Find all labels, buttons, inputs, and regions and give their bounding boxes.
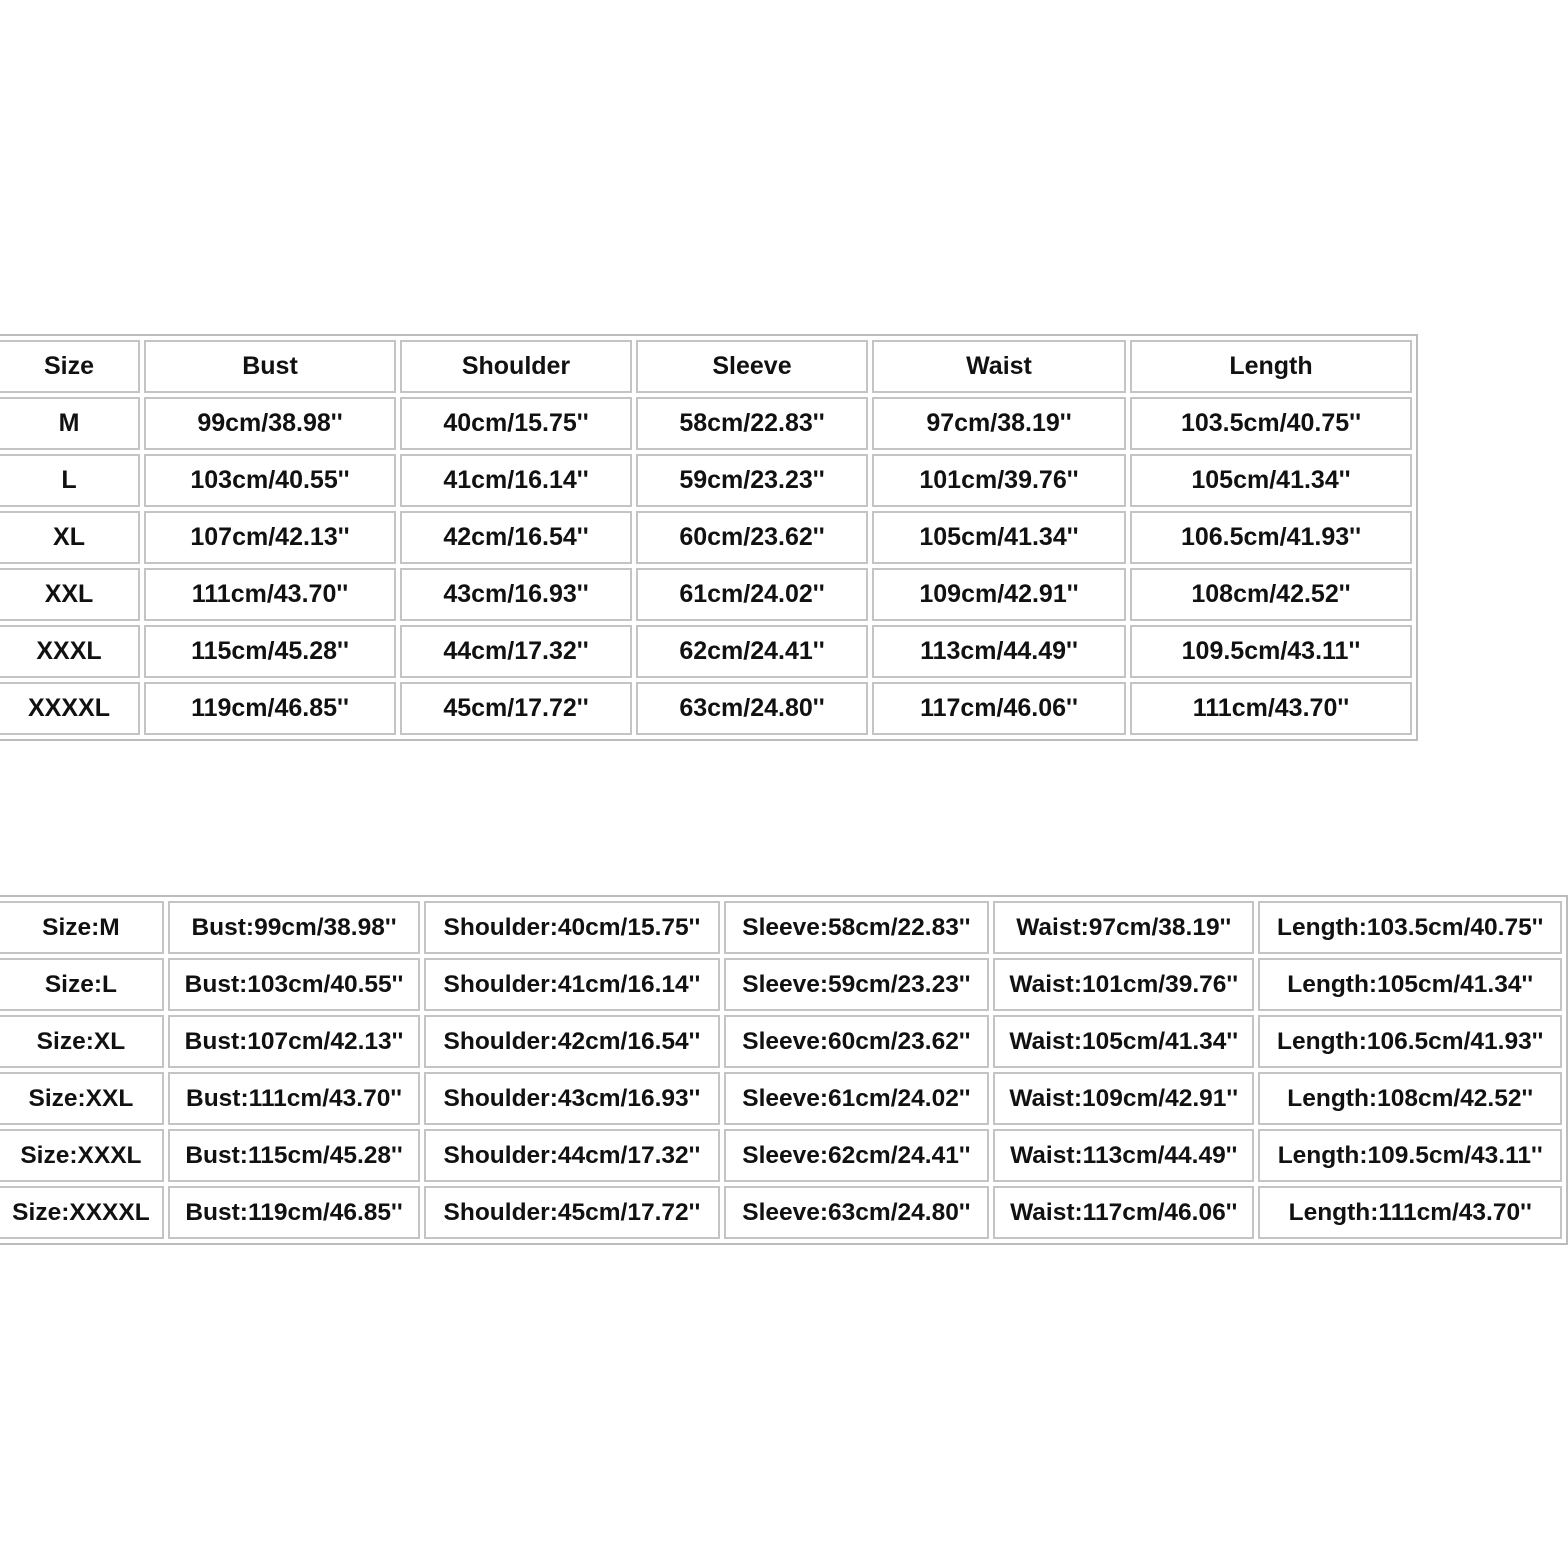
shoulder-cell: Shoulder:40cm/15.75'' [424, 901, 720, 954]
shoulder-cell: 42cm/16.54'' [400, 511, 632, 564]
bust-cell: Bust:107cm/42.13'' [168, 1015, 420, 1068]
size-cell: Size:XXL [0, 1072, 164, 1125]
shoulder-cell: Shoulder:42cm/16.54'' [424, 1015, 720, 1068]
size-cell: L [0, 454, 140, 507]
length-cell: Length:103.5cm/40.75'' [1258, 901, 1562, 954]
header-cell-bust: Bust [144, 340, 396, 393]
waist-cell: 109cm/42.91'' [872, 568, 1126, 621]
size-cell: M [0, 397, 140, 450]
shoulder-cell: 40cm/15.75'' [400, 397, 632, 450]
waist-cell: 101cm/39.76'' [872, 454, 1126, 507]
waist-cell: Waist:117cm/46.06'' [993, 1186, 1254, 1239]
size-cell: Size:XXXXL [0, 1186, 164, 1239]
size-cell: XXL [0, 568, 140, 621]
shoulder-cell: 41cm/16.14'' [400, 454, 632, 507]
sleeve-cell: Sleeve:62cm/24.41'' [724, 1129, 989, 1182]
waist-cell: Waist:97cm/38.19'' [993, 901, 1254, 954]
bust-cell: Bust:103cm/40.55'' [168, 958, 420, 1011]
table-2-body [0, 901, 1562, 1239]
table-row [0, 1072, 1562, 1125]
table-row [0, 397, 1412, 450]
table-row [0, 625, 1412, 678]
sleeve-cell: 58cm/22.83'' [636, 397, 868, 450]
length-cell: Length:105cm/41.34'' [1258, 958, 1562, 1011]
size-cell: Size:L [0, 958, 164, 1011]
table-row [0, 1015, 1562, 1068]
waist-cell: 117cm/46.06'' [872, 682, 1126, 735]
shoulder-cell: 43cm/16.93'' [400, 568, 632, 621]
table-1-body [0, 340, 1412, 735]
sleeve-cell: Sleeve:63cm/24.80'' [724, 1186, 989, 1239]
size-chart-table-header-style [0, 334, 1418, 741]
length-cell: 106.5cm/41.93'' [1130, 511, 1412, 564]
size-chart-table-labeled-style [0, 895, 1568, 1245]
table-row [0, 1129, 1562, 1182]
length-cell: 103.5cm/40.75'' [1130, 397, 1412, 450]
sleeve-cell: 63cm/24.80'' [636, 682, 868, 735]
bust-cell: Bust:111cm/43.70'' [168, 1072, 420, 1125]
length-cell: 105cm/41.34'' [1130, 454, 1412, 507]
size-cell: XL [0, 511, 140, 564]
bust-cell: 119cm/46.85'' [144, 682, 396, 735]
table-row [0, 568, 1412, 621]
shoulder-cell: Shoulder:45cm/17.72'' [424, 1186, 720, 1239]
length-cell: 109.5cm/43.11'' [1130, 625, 1412, 678]
sleeve-cell: Sleeve:61cm/24.02'' [724, 1072, 989, 1125]
bust-cell: 107cm/42.13'' [144, 511, 396, 564]
length-cell: 108cm/42.52'' [1130, 568, 1412, 621]
length-cell: Length:108cm/42.52'' [1258, 1072, 1562, 1125]
table-header-row [0, 340, 1412, 393]
header-cell-length: Length [1130, 340, 1412, 393]
bust-cell: 103cm/40.55'' [144, 454, 396, 507]
sleeve-cell: 61cm/24.02'' [636, 568, 868, 621]
shoulder-cell: 45cm/17.72'' [400, 682, 632, 735]
waist-cell: 105cm/41.34'' [872, 511, 1126, 564]
waist-cell: Waist:101cm/39.76'' [993, 958, 1254, 1011]
sleeve-cell: Sleeve:60cm/23.62'' [724, 1015, 989, 1068]
shoulder-cell: Shoulder:41cm/16.14'' [424, 958, 720, 1011]
table-row [0, 958, 1562, 1011]
bust-cell: Bust:99cm/38.98'' [168, 901, 420, 954]
table-row [0, 1186, 1562, 1239]
header-cell-waist: Waist [872, 340, 1126, 393]
header-cell-size: Size [0, 340, 140, 393]
waist-cell: 113cm/44.49'' [872, 625, 1126, 678]
header-cell-sleeve: Sleeve [636, 340, 868, 393]
table-row [0, 682, 1412, 735]
waist-cell: Waist:113cm/44.49'' [993, 1129, 1254, 1182]
length-cell: 111cm/43.70'' [1130, 682, 1412, 735]
waist-cell: Waist:109cm/42.91'' [993, 1072, 1254, 1125]
length-cell: Length:111cm/43.70'' [1258, 1186, 1562, 1239]
sleeve-cell: Sleeve:58cm/22.83'' [724, 901, 989, 954]
size-cell: XXXL [0, 625, 140, 678]
table-row [0, 511, 1412, 564]
table-row [0, 454, 1412, 507]
bust-cell: 111cm/43.70'' [144, 568, 396, 621]
shoulder-cell: Shoulder:43cm/16.93'' [424, 1072, 720, 1125]
size-cell: Size:XL [0, 1015, 164, 1068]
size-cell: Size:XXXL [0, 1129, 164, 1182]
length-cell: Length:106.5cm/41.93'' [1258, 1015, 1562, 1068]
sleeve-cell: 62cm/24.41'' [636, 625, 868, 678]
waist-cell: 97cm/38.19'' [872, 397, 1126, 450]
bust-cell: Bust:119cm/46.85'' [168, 1186, 420, 1239]
shoulder-cell: Shoulder:44cm/17.32'' [424, 1129, 720, 1182]
shoulder-cell: 44cm/17.32'' [400, 625, 632, 678]
sleeve-cell: 60cm/23.62'' [636, 511, 868, 564]
bust-cell: Bust:115cm/45.28'' [168, 1129, 420, 1182]
sleeve-cell: 59cm/23.23'' [636, 454, 868, 507]
sleeve-cell: Sleeve:59cm/23.23'' [724, 958, 989, 1011]
size-cell: Size:M [0, 901, 164, 954]
waist-cell: Waist:105cm/41.34'' [993, 1015, 1254, 1068]
size-cell: XXXXL [0, 682, 140, 735]
table-row [0, 901, 1562, 954]
bust-cell: 99cm/38.98'' [144, 397, 396, 450]
header-cell-shoulder: Shoulder [400, 340, 632, 393]
bust-cell: 115cm/45.28'' [144, 625, 396, 678]
length-cell: Length:109.5cm/43.11'' [1258, 1129, 1562, 1182]
